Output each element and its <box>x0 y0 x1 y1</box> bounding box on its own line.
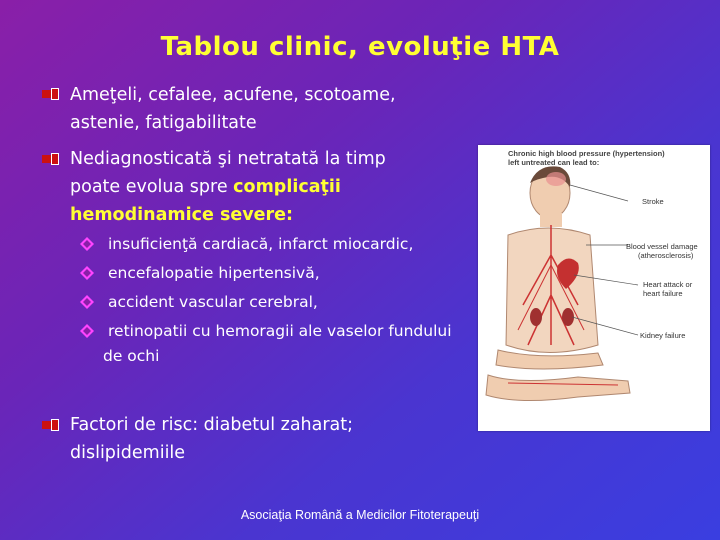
hypertension-illustration <box>478 145 710 431</box>
bullet-2-line-3: hemodinamice severe: <box>70 205 294 225</box>
bullet-icon <box>42 418 62 432</box>
header-line-2: left untreated can lead to: <box>508 158 600 167</box>
label-stroke: Stroke <box>642 197 664 206</box>
bullet-1-line-2: astenie, fatigabilitate <box>70 113 257 133</box>
label-heart-attack: Heart attack or <box>643 280 693 289</box>
sub-bullet-4: retinopatii cu hemoragii ale vaselor fundului <box>108 322 452 340</box>
label-blood-vessel: Blood vessel damage <box>626 242 698 251</box>
header-line-1: Chronic high blood pressure (hypertension) <box>508 149 665 158</box>
diamond-bullet-icon <box>80 295 94 309</box>
illustration-header <box>508 149 665 167</box>
label-kidney-failure: Kidney failure <box>640 331 686 340</box>
bullet-icon <box>42 87 62 101</box>
diamond-bullet-icon <box>80 266 94 280</box>
bullet-3-line-1: Factori de risc: diabetul zaharat; <box>70 415 354 435</box>
label-heart-failure: heart failure <box>643 289 683 298</box>
slide-title: Tablou clinic, evoluţie HTA <box>160 32 560 62</box>
diamond-bullet-icon <box>80 324 94 338</box>
sub-bullet-1: insuficienţă cardiacă, infarct miocardic, <box>108 235 414 253</box>
label-atherosclerosis: (atherosclerosis) <box>638 251 694 260</box>
bullet-icon <box>42 152 62 166</box>
footer-text: Asociaţia Română a Medicilor Fitoterapeuţi <box>240 508 480 522</box>
bullet-2-text: poate evolua spre <box>70 177 234 197</box>
diamond-bullet-icon <box>80 237 94 251</box>
sub-bullet-2: encefalopatie hipertensivă, <box>108 264 320 282</box>
bullet-2-line-1: Nediagnosticată şi netratată la timp <box>70 149 386 169</box>
highlight-text: complicaţii <box>233 177 341 197</box>
bullet-1-line-1: Ameţeli, cefalee, acufene, scotoame, <box>70 85 396 105</box>
bullet-2-line-2 <box>70 174 341 200</box>
sub-bullet-4-continuation: de ochi <box>103 347 160 365</box>
bullet-3-line-2: dislipidemiile <box>70 443 186 463</box>
sub-bullet-3: accident vascular cerebral, <box>108 293 318 311</box>
